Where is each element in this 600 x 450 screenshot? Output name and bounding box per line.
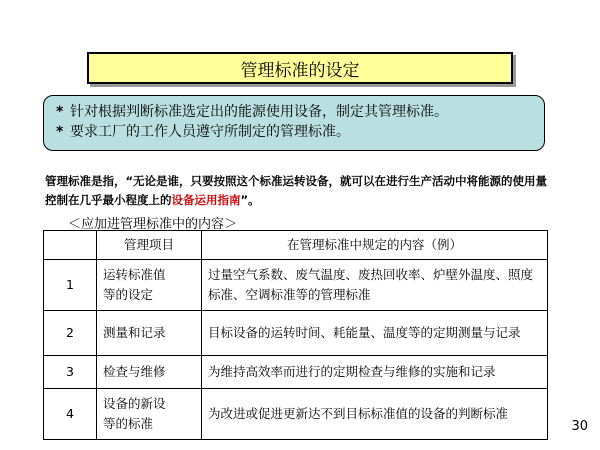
header-item: 管理项目 bbox=[97, 231, 202, 260]
header-content: 在管理标准中规定的内容（例） bbox=[202, 231, 548, 260]
definition-text: 管理标准是指，“无论是谁，只要按照这个标准运转设备，就可以在进行生产活动中将能源的使用量控制在几乎最小程度上的 bbox=[45, 174, 548, 207]
bullet-text: 针对根据判断标准选定出的能源使用设备，制定其管理标准。 bbox=[70, 104, 448, 120]
row-item bbox=[97, 356, 202, 389]
table-row bbox=[44, 311, 548, 356]
definition-highlight: 设备运用指南 bbox=[171, 193, 241, 207]
bullet-item bbox=[56, 122, 532, 142]
row-number: 2 bbox=[44, 311, 97, 356]
table-row bbox=[44, 356, 548, 389]
row-content: 目标设备的运转时间、耗能量、温度等的定期测量与记录 bbox=[202, 311, 548, 356]
definition-text-end: ”。 bbox=[240, 193, 260, 207]
bullet-marker: * bbox=[56, 124, 64, 140]
row-number: 3 bbox=[44, 356, 97, 389]
row-content: 过量空气系数、废气温度、废热回收率、炉壁外温度、照度标准、空调标准等的管理标准 bbox=[202, 260, 548, 311]
slide-title-text: 管理标准的设定 bbox=[240, 60, 360, 81]
row-number: 1 bbox=[44, 260, 97, 311]
definition-paragraph bbox=[45, 172, 555, 210]
row-item-line: 检查与维修 bbox=[103, 364, 166, 379]
management-standard-table bbox=[43, 230, 548, 440]
row-item bbox=[97, 311, 202, 356]
table-header-row bbox=[44, 231, 548, 260]
bullet-marker: * bbox=[56, 104, 64, 120]
section-heading: ＜应加进管理标准中的内容＞ bbox=[68, 217, 238, 232]
row-number: 4 bbox=[44, 389, 97, 440]
row-item-line: 设备的新设 bbox=[103, 396, 166, 411]
row-content: 为改进或促进更新达不到目标标准值的设备的判断标准 bbox=[202, 389, 548, 440]
row-item-line: 测量和记录 bbox=[103, 325, 166, 340]
table-row bbox=[44, 260, 548, 311]
row-item bbox=[97, 389, 202, 440]
row-item-line: 运转标准值 bbox=[103, 267, 166, 282]
table-row bbox=[44, 389, 548, 440]
slide-title bbox=[87, 52, 513, 84]
row-item-line: 等的设定 bbox=[103, 287, 154, 302]
row-item-line: 等的标准 bbox=[103, 416, 154, 431]
bullet-text: 要求工厂的工作人员遵守所制定的管理标准。 bbox=[70, 124, 350, 140]
header-no bbox=[44, 231, 97, 260]
key-points-box bbox=[43, 95, 545, 151]
row-item bbox=[97, 260, 202, 311]
page-number: 30 bbox=[571, 419, 588, 434]
row-content: 为维持高效率而进行的定期检查与维修的实施和记录 bbox=[202, 356, 548, 389]
bullet-item bbox=[56, 102, 532, 122]
